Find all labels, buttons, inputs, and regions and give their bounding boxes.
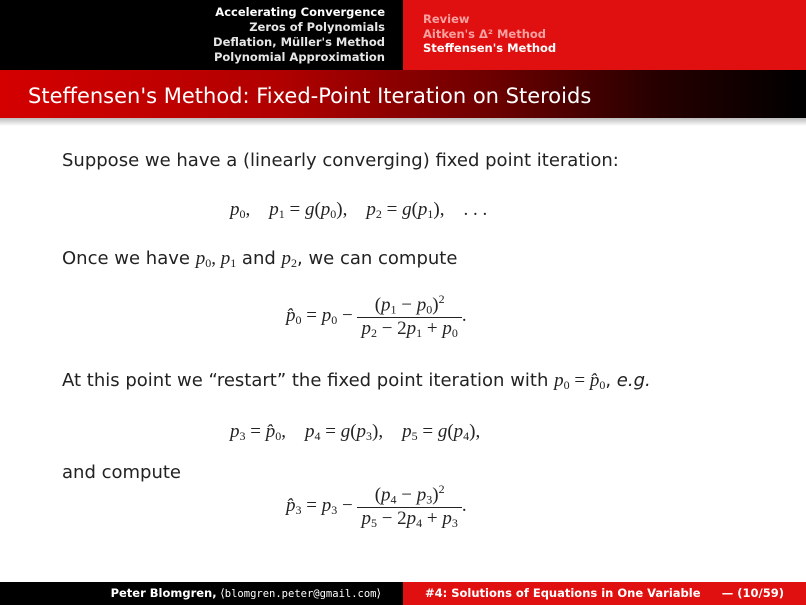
section-nav — [213, 5, 385, 65]
footer-author-panel — [0, 582, 403, 605]
footer-page-number: — (10/59) — [721, 586, 784, 600]
formula-p3-hat: $p̂_3 = p_3$ − $\frac{(p_4 - p_3)^2}{p_5 - 2p_4 + p_3}$ . — [286, 482, 467, 531]
footer-course: #4: Solutions of Equations in One Variable — [425, 586, 701, 600]
and-compute-text: and compute — [62, 462, 181, 483]
footer-course-panel — [403, 582, 806, 605]
restart-text: At this point we “restart” the fixed point iteration with $p_0$ = $p̂_0$, e.g. — [62, 370, 651, 392]
nav-subsection-aitken[interactable]: Aitken's Δ² Method — [423, 26, 547, 41]
footer-author: Peter Blomgren, — [110, 586, 217, 600]
nav-section-zeros[interactable]: Zeros of Polynomials — [249, 20, 385, 34]
nav-subsection-steffensen[interactable]: Steffensen's Method — [423, 41, 557, 55]
footer-author-line: Peter Blomgren, ⟨blomgren.peter@gmail.com⟩ — [110, 586, 381, 600]
header-sections-panel — [0, 0, 403, 70]
slide-title: Steffensen's Method: Fixed-Point Iteration on Steroids — [28, 84, 592, 108]
once-suffix: we can compute — [308, 248, 458, 269]
subsection-nav — [423, 12, 556, 56]
iteration-sequence: $p_0$, $p_1 = g(p_0)$, $p_2 = g(p_1)$, . . . — [230, 199, 488, 221]
once-prefix: Once we have — [62, 248, 190, 269]
intro-text: Suppose we have a (linearly converging) fixed point iteration: — [62, 150, 619, 171]
formula-p0-hat: $p̂_0 = p_0$ − $\frac{(p_1 - p_0)^2}{p_2 - 2p_1 + p_0}$ . — [286, 292, 467, 341]
header-subsections-panel — [403, 0, 806, 70]
nav-section-polynomial[interactable]: Polynomial Approximation — [213, 50, 385, 64]
nav-subsection-review[interactable]: Review — [423, 12, 470, 26]
footer-email[interactable]: blomgren.peter@gmail.com — [224, 588, 377, 600]
restart-prefix: At this point we “restart” the fixed point iteration with — [62, 370, 549, 391]
title-shadow — [0, 118, 806, 126]
once-text: Once we have $p_0$, $p_1$ and $p_2$, we can compute — [62, 248, 458, 270]
nav-section-deflation[interactable]: Deflation, Müller's Method — [213, 35, 385, 49]
restart-sequence: $p_3$ = $p̂_0$, $p_4 = g(p_3)$, $p_5 = g(p_4)$, — [230, 421, 481, 443]
eg-text: e.g. — [616, 370, 651, 391]
nav-section-accelerating[interactable]: Accelerating Convergence — [215, 5, 385, 19]
